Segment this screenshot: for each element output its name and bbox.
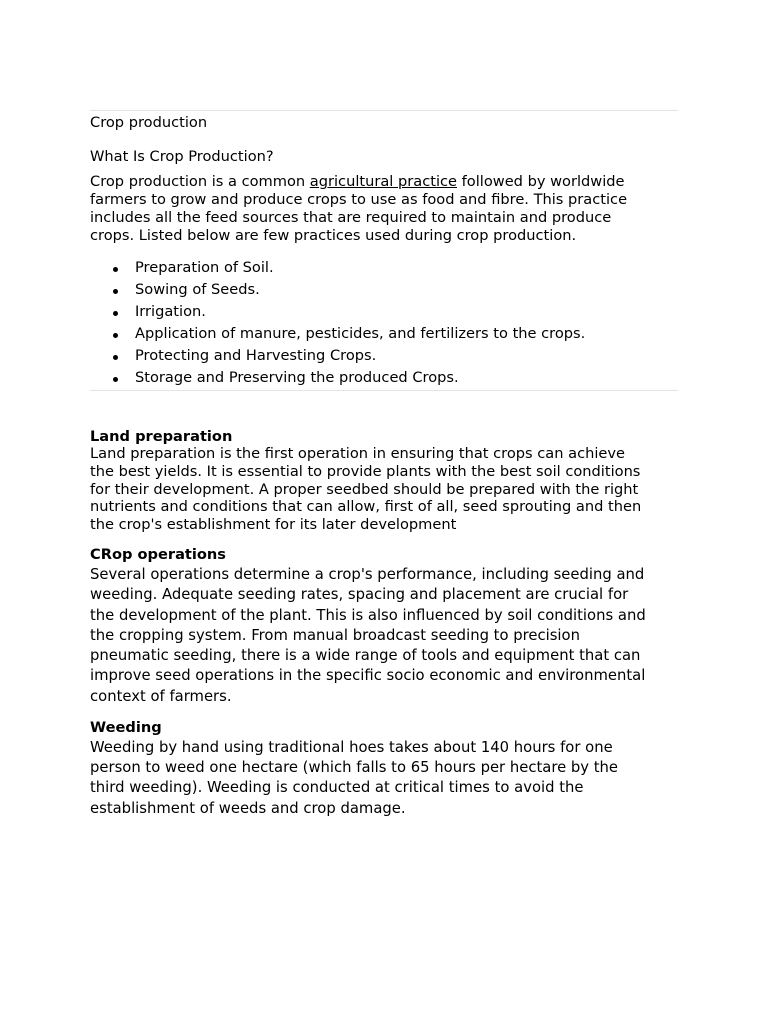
land-preparation-line-2: the best yields. It is essential to provide plants with the best soil conditions (90, 463, 641, 480)
bullet-icon (113, 289, 118, 294)
land-preparation-line-1: Land preparation is the first operation in ensuring that crops can achieve (90, 445, 626, 462)
intro-text-before-link: Crop production is a common (90, 173, 310, 190)
list-item: Application of manure, pesticides, and fertilizers to the crops. (135, 325, 586, 342)
bottom-divider (90, 390, 678, 391)
land-preparation-line-4: nutrients and conditions that can allow, first of all, seed sprouting and then (90, 498, 642, 515)
intro-line-1 (90, 173, 625, 191)
list-item: Protecting and Harvesting Crops. (135, 347, 377, 364)
intro-text-after-link: followed by worldwide (457, 173, 625, 190)
intro-line-4: crops. Listed below are few practices used during crop production. (90, 227, 577, 244)
list-item: Irrigation. (135, 303, 206, 320)
crop-operations-line-3: the development of the plant. This is also influenced by soil conditions and (90, 607, 646, 624)
crop-operations-line-2: weeding. Adequate seeding rates, spacing and placement are crucial for (90, 586, 629, 603)
intro-line-3: includes all the feed sources that are required to maintain and produce (90, 209, 612, 226)
bullet-icon (113, 377, 118, 382)
weeding-heading: Weeding (90, 719, 162, 736)
crop-operations-line-1: Several operations determine a crop's performance, including seeding and (90, 566, 645, 583)
crop-operations-line-7: context of farmers. (90, 688, 232, 705)
crop-operations-heading: CRop operations (90, 546, 226, 563)
crop-operations-line-6: improve seed operations in the specific socio economic and environmental (90, 667, 646, 684)
top-divider (90, 110, 678, 111)
weeding-line-3: third weeding). Weeding is conducted at critical times to avoid the (90, 779, 584, 796)
bullet-icon (113, 355, 118, 360)
agricultural-practice-link[interactable]: agricultural practice (309, 173, 458, 190)
weeding-line-2: person to weed one hectare (which falls to 65 hours per hectare by the (90, 759, 619, 776)
list-item: Preparation of Soil. (135, 259, 274, 276)
list-item: Sowing of Seeds. (135, 281, 260, 298)
land-preparation-line-5: the crop's establishment for its later development (90, 516, 457, 533)
intro-line-2: farmers to grow and produce crops to use as food and fibre. This practice (90, 191, 628, 208)
section-title: Crop production (90, 114, 208, 131)
bullet-icon (113, 311, 118, 316)
bullet-icon (113, 333, 118, 338)
weeding-line-1: Weeding by hand using traditional hoes takes about 140 hours for one (90, 739, 613, 756)
bullet-icon (113, 267, 118, 272)
land-preparation-heading: Land preparation (90, 428, 233, 445)
crop-operations-line-5: pneumatic seeding, there is a wide range of tools and equipment that can (90, 647, 641, 664)
land-preparation-line-3: for their development. A proper seedbed should be prepared with the right (90, 481, 639, 498)
list-item: Storage and Preserving the produced Crops. (135, 369, 459, 386)
crop-operations-line-4: the cropping system. From manual broadcast seeding to precision (90, 627, 580, 644)
weeding-line-4: establishment of weeds and crop damage. (90, 800, 406, 817)
section-question: What Is Crop Production? (90, 148, 274, 165)
